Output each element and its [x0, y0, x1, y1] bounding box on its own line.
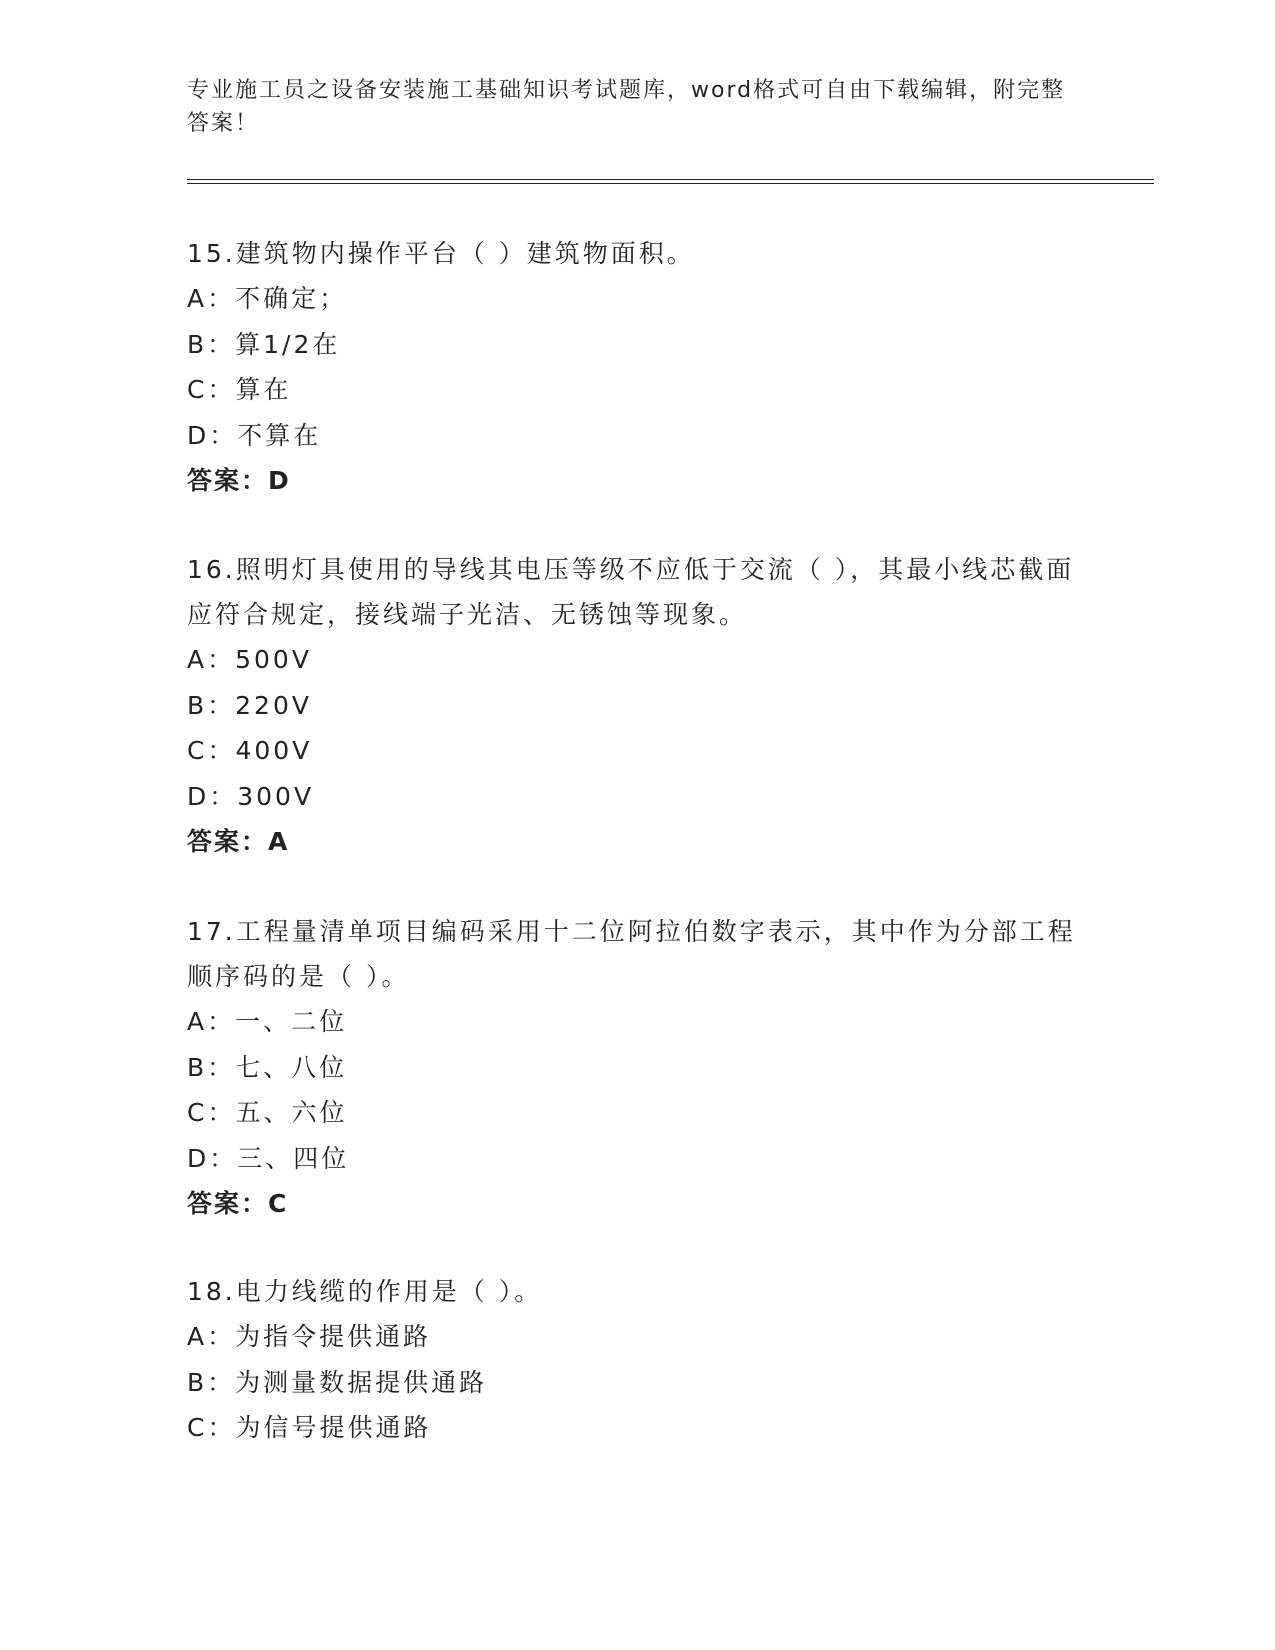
option-c: C：400V [187, 736, 313, 765]
answer-line [187, 819, 1087, 865]
header-divider-top [187, 179, 1154, 180]
option-c: C：为信号提供通路 [187, 1413, 432, 1442]
answer-value: A [268, 827, 290, 856]
question-17 [187, 909, 1087, 1227]
answer-label: 答案： [187, 1189, 269, 1218]
answer-label: 答案： [187, 827, 269, 856]
question-stem: 18.电力线缆的作用是（ ）。 [187, 1277, 543, 1306]
option-a: A：为指令提供通路 [187, 1322, 432, 1351]
question-stem: 17.工程量清单项目编码采用十二位阿拉伯数字表示，其中作为分部工程顺序码的是（ ）。 [187, 917, 1076, 991]
answer-label: 答案： [187, 466, 269, 495]
option-d: D：三、四位 [187, 1143, 350, 1173]
option-d: D：300V [187, 781, 315, 811]
answer-line [187, 1181, 1087, 1227]
question-16 [187, 547, 1087, 865]
header-divider-bottom [187, 183, 1154, 184]
question-18 [187, 1269, 1087, 1451]
option-b: B：为测量数据提供通路 [187, 1367, 488, 1397]
option-a: A：500V [187, 645, 312, 674]
document-header: 专业施工员之设备安装施工基础知识考试题库，word格式可自由下载编辑，附完整答案！ [187, 78, 1066, 136]
option-d: D：不算在 [187, 420, 322, 450]
question-15 [187, 231, 1087, 504]
option-b: B：算1/2在 [187, 329, 341, 359]
answer-value: D [268, 466, 291, 495]
question-stem: 15.建筑物内操作平台（ ）建筑物面积。 [187, 239, 695, 268]
answer-value: C [268, 1189, 289, 1218]
option-c: C：五、六位 [187, 1098, 348, 1127]
option-b: B：七、八位 [187, 1052, 348, 1082]
question-stem: 16.照明灯具使用的导线其电压等级不应低于交流（ ），其最小线芯截面应符合规定，接线端子光洁、无锈蚀等现象。 [187, 555, 1075, 629]
option-a: A：不确定； [187, 284, 348, 313]
option-a: A：一、二位 [187, 1007, 348, 1036]
answer-line [187, 458, 1087, 504]
option-b: B：220V [187, 690, 312, 720]
option-c: C：算在 [187, 375, 292, 404]
